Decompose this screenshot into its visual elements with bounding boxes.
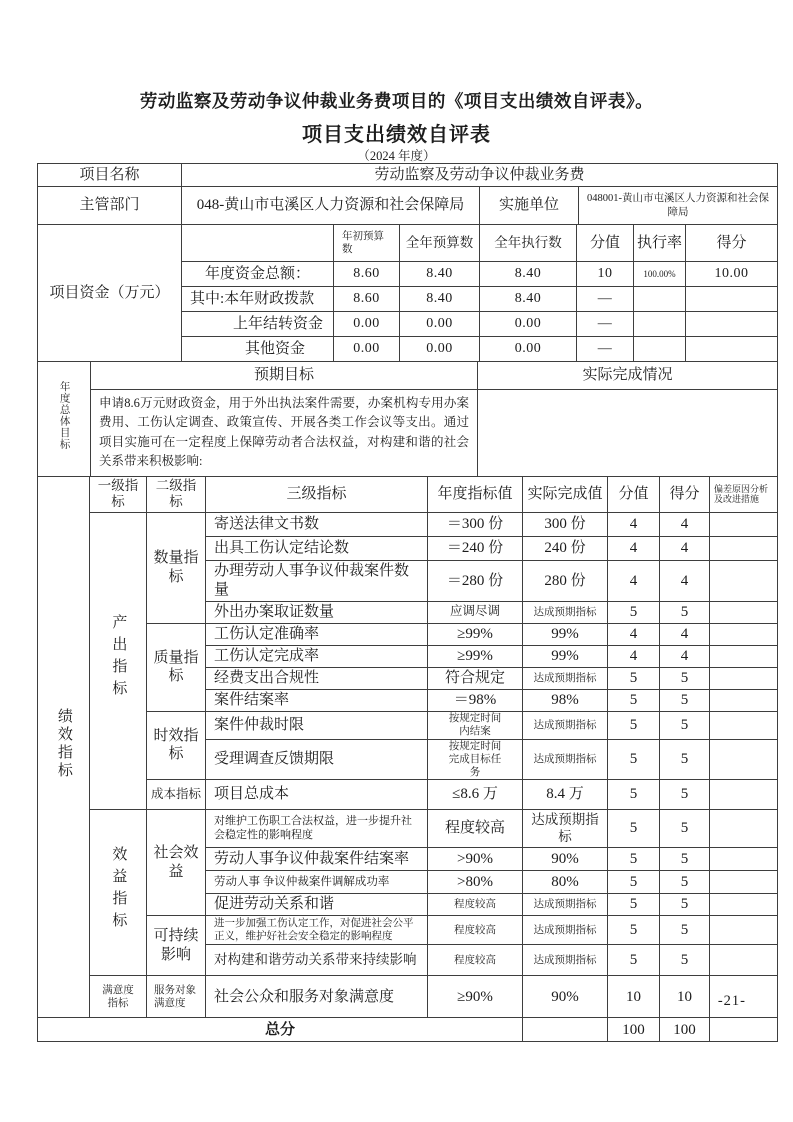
indicator-row: [38, 976, 778, 1018]
indicator-score: 5: [660, 848, 710, 871]
level2-social: 社会效益: [147, 810, 206, 916]
indicator-points: 5: [608, 916, 660, 945]
indicator-target: ＝300 份: [428, 513, 523, 537]
total-section: [37, 1017, 778, 1042]
indicator-deviation: [710, 667, 778, 689]
indicator-target: 应调尽调: [428, 601, 523, 623]
indicator-name: 促进劳动关系和谐: [206, 894, 428, 916]
indicator-actual: 98%: [523, 689, 608, 711]
level2-quality: 质量指标: [147, 623, 206, 711]
indicator-target: ＝240 份: [428, 537, 523, 561]
indicator-score: 5: [660, 601, 710, 623]
indicator-target: 程度较高: [428, 945, 523, 976]
indicator-points: 5: [608, 601, 660, 623]
indicator-points: 5: [608, 848, 660, 871]
annual-goal-label: [38, 362, 91, 477]
fund-score: [686, 312, 778, 337]
indicator-score: 10: [660, 976, 710, 1018]
indicator-actual: 90%: [523, 976, 608, 1018]
level1-output-text: 产出指标: [110, 614, 127, 703]
fund-rate: 100.00%: [634, 262, 686, 287]
indicator-name: 劳动人事 争议仲裁案件调解成功率: [206, 871, 428, 894]
unit-label: 实施单位: [480, 187, 579, 225]
indicator-name: 寄送法律文书数: [206, 513, 428, 537]
indicator-name: 项目总成本: [206, 780, 428, 810]
indicator-score: 5: [660, 667, 710, 689]
indicator-actual: 达成预期指标: [523, 810, 608, 848]
indicator-points: 4: [608, 513, 660, 537]
indicator-score: 4: [660, 645, 710, 667]
indicator-deviation: [710, 739, 778, 779]
indicator-actual: 达成预期指标: [523, 945, 608, 976]
indicator-target: ≥90%: [428, 976, 523, 1018]
indicator-name: 工伤认定完成率: [206, 645, 428, 667]
indicator-deviation: [710, 848, 778, 871]
indicator-deviation: [710, 561, 778, 602]
fund-points: —: [577, 312, 634, 337]
fund-label: 其中:本年财政拨款: [182, 287, 334, 312]
indicator-score: 5: [660, 945, 710, 976]
header-deviation: 偏差原因分析及改进措施: [710, 476, 778, 513]
funds-col-initial: 年初预算数: [334, 225, 400, 262]
indicator-deviation: [710, 780, 778, 810]
indicator-points: 5: [608, 871, 660, 894]
indicator-row: [38, 711, 778, 739]
indicator-row: [38, 916, 778, 945]
indicator-name: 受理调查反馈期限: [206, 739, 428, 779]
indicator-score: 4: [660, 623, 710, 645]
indicator-deviation: [710, 945, 778, 976]
indicator-row: [38, 513, 778, 537]
indicators-section-label-text: 绩效指标: [55, 708, 72, 781]
indicator-points: 5: [608, 810, 660, 848]
indicator-deviation: [710, 871, 778, 894]
indicator-score: 5: [660, 739, 710, 779]
indicator-actual: 240 份: [523, 537, 608, 561]
indicator-actual: 达成预期指标: [523, 916, 608, 945]
actual-goal-header: 实际完成情况: [478, 362, 778, 390]
indicator-deviation: [710, 537, 778, 561]
header-level2: 二级指标: [147, 476, 206, 513]
indicator-points: 5: [608, 780, 660, 810]
indicator-deviation: [710, 601, 778, 623]
indicator-points: 4: [608, 537, 660, 561]
fund-annual: 0.00: [400, 312, 480, 337]
indicator-points: 4: [608, 561, 660, 602]
department-label: 主管部门: [38, 187, 182, 225]
indicator-target: ＝98%: [428, 689, 523, 711]
indicator-score: 5: [660, 689, 710, 711]
level2-sustain: 可持续影响: [147, 916, 206, 976]
level2-cost: 成本指标: [147, 780, 206, 810]
header-points: 分值: [608, 476, 660, 513]
indicator-actual: 280 份: [523, 561, 608, 602]
header-level1: 一级指标: [90, 476, 147, 513]
level1-benefit: [90, 810, 147, 976]
fund-score: [686, 337, 778, 362]
funds-col-points: 分值: [577, 225, 634, 262]
indicator-name: 外出办案取证数量: [206, 601, 428, 623]
fund-executed: 8.40: [480, 262, 577, 287]
page-number: -21-: [717, 993, 746, 1009]
indicator-target: ＝280 份: [428, 561, 523, 602]
indicator-actual: 90%: [523, 848, 608, 871]
fund-initial: 8.60: [334, 287, 400, 312]
level1-benefit-text: 效益指标: [110, 845, 127, 934]
indicator-target: >90%: [428, 848, 523, 871]
funds-item-header: [182, 225, 334, 262]
indicator-name: 案件仲裁时限: [206, 711, 428, 739]
expected-goal-header: 预期目标: [91, 362, 478, 390]
expected-goal-text: 申请8.6万元财政资金，用于外出执法案件需要，办案机构专用办案费用、工伤认定调查、政策宣传、开展各类工作会议等支出。通过项目实施可在一定程度上保障劳动者合法权益，对构建和谐的社会关系带来积极影响:: [91, 390, 478, 477]
indicator-points: 4: [608, 623, 660, 645]
total-actual-empty: [523, 1018, 608, 1042]
indicator-name: 对维护工伤职工合法权益，进一步提升社会稳定性的影响程度: [206, 810, 428, 848]
indicator-score: 5: [660, 916, 710, 945]
funds-col-score: 得分: [686, 225, 778, 262]
fund-points: 10: [577, 262, 634, 287]
total-points: 100: [608, 1018, 660, 1042]
fund-score: [686, 287, 778, 312]
fund-rate: [634, 287, 686, 312]
total-label: 总分: [38, 1018, 523, 1042]
page-title: 项目支出绩效自评表: [302, 124, 491, 146]
funds-col-executed: 全年执行数: [480, 225, 577, 262]
indicator-score: 4: [660, 513, 710, 537]
fund-initial: 8.60: [334, 262, 400, 287]
year-subtitle: （2024 年度）: [357, 149, 436, 163]
level1-output: [90, 513, 147, 810]
indicator-actual: 达成预期指标: [523, 667, 608, 689]
indicator-points: 5: [608, 667, 660, 689]
header-score: 得分: [660, 476, 710, 513]
indicator-score: 5: [660, 711, 710, 739]
indicator-target: ≥99%: [428, 645, 523, 667]
fund-label: 上年结转资金: [182, 312, 334, 337]
indicator-actual: 达成预期指标: [523, 739, 608, 779]
indicator-score: 5: [660, 810, 710, 848]
indicators-section-label: [38, 476, 90, 1018]
funds-col-annual: 全年预算数: [400, 225, 480, 262]
indicator-name: 出具工伤认定结论数: [206, 537, 428, 561]
project-name-section: [37, 163, 778, 187]
indicator-name: 经费支出合规性: [206, 667, 428, 689]
indicator-actual: 达成预期指标: [523, 601, 608, 623]
level2-timeliness: 时效指标: [147, 711, 206, 779]
project-name-value: 劳动监察及劳动争议仲裁业务费: [182, 164, 778, 187]
level2-quantity: 数量指标: [147, 513, 206, 624]
indicator-score: 5: [660, 871, 710, 894]
indicator-actual: 达成预期指标: [523, 711, 608, 739]
indicator-deviation: [710, 810, 778, 848]
indicator-name: 劳动人事争议仲裁案件结案率: [206, 848, 428, 871]
indicator-target: 按规定时间完成目标任务: [428, 739, 523, 779]
level2-service: 服务对象满意度: [147, 976, 206, 1018]
indicator-points: 4: [608, 645, 660, 667]
fund-score: 10.00: [686, 262, 778, 287]
indicator-target: ≥99%: [428, 623, 523, 645]
funds-section: [37, 224, 778, 362]
indicator-actual: 99%: [523, 645, 608, 667]
indicator-name: 案件结案率: [206, 689, 428, 711]
indicator-score: 5: [660, 780, 710, 810]
header-actual: 实际完成值: [523, 476, 608, 513]
fund-points: —: [577, 337, 634, 362]
indicator-row: [38, 623, 778, 645]
total-score: 100: [660, 1018, 710, 1042]
fund-label: 年度资金总额：: [182, 262, 334, 287]
self-evaluation-table: [37, 163, 778, 1042]
indicator-actual: 达成预期指标: [523, 894, 608, 916]
indicator-name: 社会公众和服务对象满意度: [206, 976, 428, 1018]
indicator-deviation: [710, 623, 778, 645]
indicator-row: [38, 810, 778, 848]
indicator-name: 进一步加强工伤认定工作，对促进社会公平正义，维护好社会安全稳定的影响程度: [206, 916, 428, 945]
indicator-points: 5: [608, 894, 660, 916]
fund-initial: 0.00: [334, 312, 400, 337]
department-value: 048-黄山市屯溪区人力资源和社会保障局: [182, 187, 480, 225]
indicator-points: 5: [608, 711, 660, 739]
fund-rate: [634, 312, 686, 337]
annual-goal-section: [37, 361, 778, 477]
indicator-actual: 8.4 万: [523, 780, 608, 810]
indicator-row: [38, 780, 778, 810]
fund-annual: 8.40: [400, 287, 480, 312]
funds-col-rate: 执行率: [634, 225, 686, 262]
indicator-score: 4: [660, 537, 710, 561]
fund-annual: 0.00: [400, 337, 480, 362]
indicator-points: 5: [608, 689, 660, 711]
annual-goal-label-text: 年度总体目标: [58, 381, 70, 451]
fund-executed: 0.00: [480, 312, 577, 337]
indicator-score: 4: [660, 561, 710, 602]
indicator-score: 5: [660, 894, 710, 916]
indicators-section: [37, 476, 778, 1019]
intro-line: 劳动监察及劳动争议仲裁业务费项目的《项目支出绩效自评表》。: [139, 91, 654, 111]
indicator-name: 工伤认定准确率: [206, 623, 428, 645]
indicator-deviation: [710, 894, 778, 916]
indicator-points: 5: [608, 739, 660, 779]
fund-label: 其他资金: [182, 337, 334, 362]
header-target: 年度指标值: [428, 476, 523, 513]
indicator-actual: 80%: [523, 871, 608, 894]
indicator-deviation: [710, 916, 778, 945]
indicator-deviation: [710, 513, 778, 537]
funds-section-label: 项目资金（万元）: [38, 225, 182, 362]
total-deviation-empty: [710, 1018, 778, 1042]
fund-executed: 8.40: [480, 287, 577, 312]
unit-value: 048001-黄山市屯溪区人力资源和社会保障局: [579, 187, 778, 225]
indicator-deviation: [710, 689, 778, 711]
department-section: [37, 186, 778, 225]
fund-points: —: [577, 287, 634, 312]
indicator-points: 10: [608, 976, 660, 1018]
header-level3: 三级指标: [206, 476, 428, 513]
actual-goal-text: [478, 390, 778, 477]
indicator-target: ≤8.6 万: [428, 780, 523, 810]
indicator-target: 程度较高: [428, 810, 523, 848]
project-name-label: 项目名称: [38, 164, 182, 187]
indicator-deviation: [710, 711, 778, 739]
indicator-target: 程度较高: [428, 894, 523, 916]
indicator-target: >80%: [428, 871, 523, 894]
fund-annual: 8.40: [400, 262, 480, 287]
level1-satisfaction: 满意度指标: [90, 976, 147, 1018]
fund-rate: [634, 337, 686, 362]
indicator-deviation: [710, 645, 778, 667]
indicator-target: 按规定时间内结案: [428, 711, 523, 739]
indicator-target: 符合规定: [428, 667, 523, 689]
indicator-actual: 99%: [523, 623, 608, 645]
fund-initial: 0.00: [334, 337, 400, 362]
indicator-points: 5: [608, 945, 660, 976]
indicator-name: 办理劳动人事争议仲裁案件数量: [206, 561, 428, 602]
indicator-target: 程度较高: [428, 916, 523, 945]
indicator-actual: 300 份: [523, 513, 608, 537]
indicator-name: 对构建和谐劳动关系带来持续影响: [206, 945, 428, 976]
fund-executed: 0.00: [480, 337, 577, 362]
